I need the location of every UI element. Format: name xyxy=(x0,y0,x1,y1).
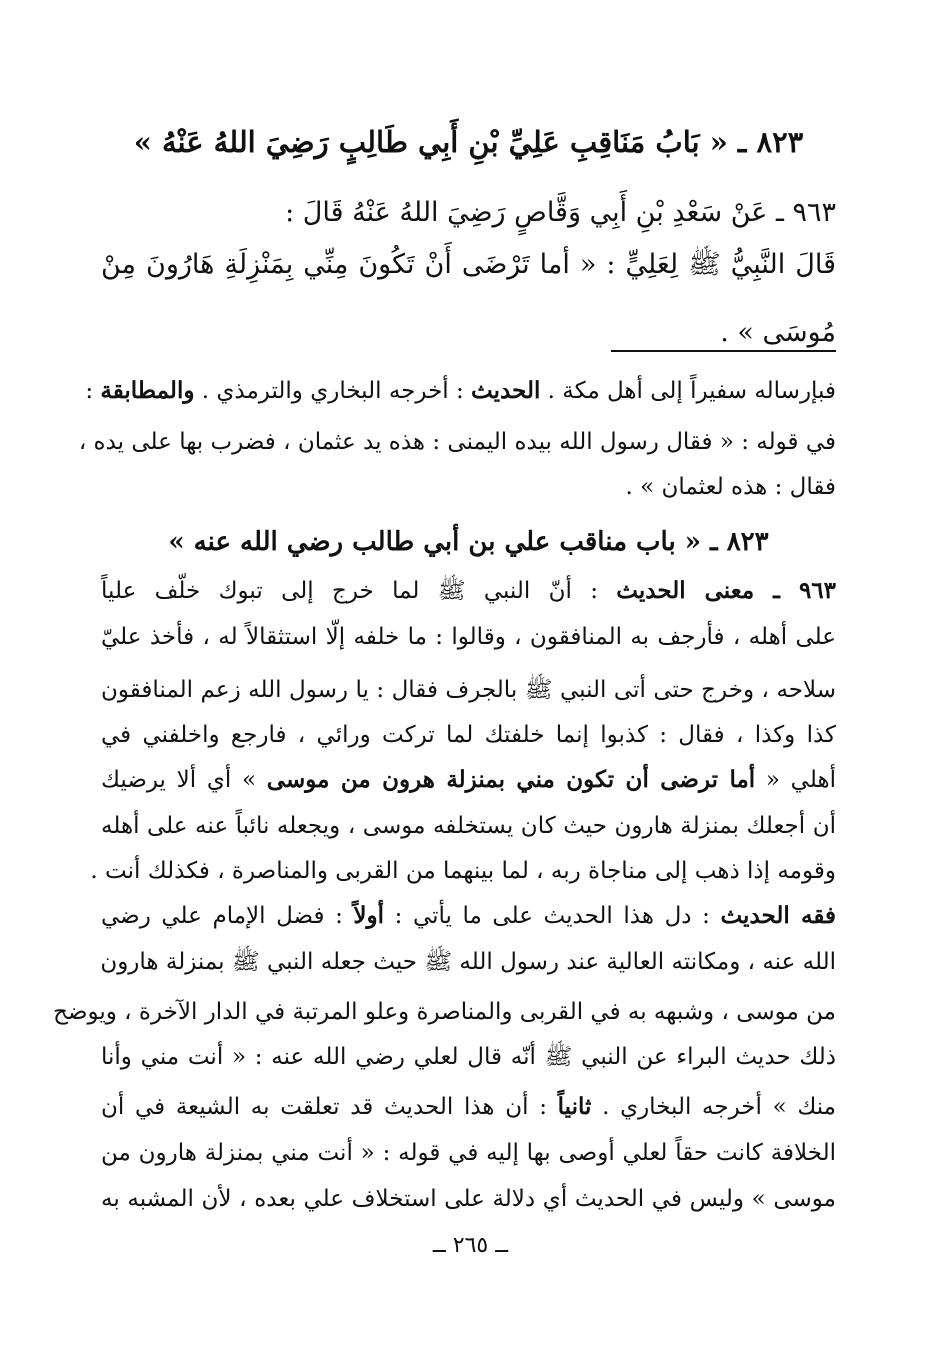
commentary-line-4: كذا وكذا ، فقال : كذبوا إنما خلفتك لما تركت ورائي ، فارجع واخلفني في xyxy=(101,722,836,748)
commentary-text: منك » أخرجه البخاري . xyxy=(591,1094,836,1120)
footnote-label-hadith: الحديث xyxy=(471,377,541,404)
commentary-line-14: موسى » وليس في الحديث أي دلالة على استخلاف علي بعده ، لأن المشبه به xyxy=(101,1186,836,1212)
commentary-text: » أي ألا يرضيك xyxy=(101,767,267,793)
separator-rule xyxy=(611,350,836,352)
commentary-label-first: أولاً xyxy=(353,902,385,929)
commentary-label-fiqh: فقه الحديث xyxy=(720,902,836,929)
footnote-text: فبإرساله سفيراً إلى أهل مكة . xyxy=(540,378,836,404)
hadith-line-1: ٩٦٣ ـ عَنْ سَعْدِ بْنِ أَبِي وَقَّاصٍ رَضِيَ اللهُ عَنْهُ قَالَ : xyxy=(285,197,836,228)
hadith-line-3: مُوسَى » . xyxy=(720,317,836,348)
commentary-line-9: الله عنه ، ومكانته العالية عند رسول الله ﷺ حيث جعله النبي ﷺ بمنزلة هارون xyxy=(100,949,836,975)
footnote-line-3: فقال : هذه لعثمان » . xyxy=(625,474,836,500)
commentary-line-13: الخلافة كانت حقاً لعلي أوصى بها إليه في قوله : « أنت مني بمنزلة هارون من xyxy=(101,1140,836,1166)
commentary-text: أهلي « xyxy=(755,767,836,793)
commentary-line-10: من موسى ، وشبهه به في القربى والمناصرة وعلو المرتبة في الدار الآخرة ، ويوضح xyxy=(53,999,836,1025)
commentary-text: : فضل الإمام علي رضي xyxy=(101,903,354,929)
commentary-line-5 xyxy=(101,763,836,797)
footnote-line-2: في قوله : « فقال رسول الله بيده اليمنى : هذه يد عثمان ، فضرب بها على يده ، xyxy=(78,429,836,455)
commentary-label-meaning: ٩٦٣ ـ معنى الحديث xyxy=(616,577,836,604)
commentary-label-second: ثانياً xyxy=(557,1093,592,1120)
commentary-line-8 xyxy=(101,899,836,933)
commentary-line-6: أن أجعلك بمنزلة هارون حيث كان يستخلفه موسى ، ويجعله نائباً عنه على أهله xyxy=(101,813,836,839)
commentary-line-12 xyxy=(101,1090,836,1124)
footnote-text: : xyxy=(85,378,101,404)
commentary-line-7: وقومه إذا ذهب إلى مناجاة ربه ، لما بينهما من القربى والمناصرة ، فكذلك أنت . xyxy=(90,858,836,884)
commentary-line-1 xyxy=(101,574,836,608)
commentary-text: : دل هذا الحديث على ما يأتي : xyxy=(384,903,721,929)
commentary-text: : أن هذا الحديث قد تعلقت به الشيعة في أن xyxy=(101,1094,558,1120)
commentary-line-2: على أهله ، فأرجف به المنافقون ، وقالوا : ما خلفه إلّا استثقالاً له ، فأخذ عليّ xyxy=(101,624,836,650)
footnote-text: : أخرجه البخاري والترمذي . xyxy=(194,378,472,404)
hadith-line-2: قَالَ النَّبِيُّ ﷺ لِعَلِيٍّ : « أما تَرْضَى أَنْ تَكُونَ مِنِّي بِمَنْزِلَةِ هَارُونَ مِنْ xyxy=(101,249,836,280)
commentary-line-3: سلاحه ، وخرج حتى أتى النبي ﷺ بالجرف فقال : يا رسول الله زعم المنافقون xyxy=(101,677,836,703)
page-number: ــ ٢٦٥ ــ xyxy=(432,1233,509,1258)
commentary-text: : أنّ النبي ﷺ لما خرج إلى تبوك خلّف علياً xyxy=(101,578,617,604)
commentary-quote-bold: أما ترضى أن تكون مني بمنزلة هرون من موسى xyxy=(266,766,756,793)
footnote-label-correspondence: والمطابقة xyxy=(100,377,195,404)
commentary-line-11: ذلك حديث البراء عن النبي ﷺ أنّه قال لعلي رضي الله عنه : « أنت مني وأنا xyxy=(101,1044,836,1070)
chapter-heading: ٨٢٣ ـ « بَابُ مَنَاقِبِ عَلِيِّ بْنِ أَبِي طَالِبٍ رَضِيَ اللهُ عَنْهُ » xyxy=(133,125,804,159)
footnote-line-1 xyxy=(85,374,836,408)
commentary-heading: ٨٢٣ ـ « باب مناقب علي بن أبي طالب رضي الله عنه » xyxy=(168,527,769,557)
